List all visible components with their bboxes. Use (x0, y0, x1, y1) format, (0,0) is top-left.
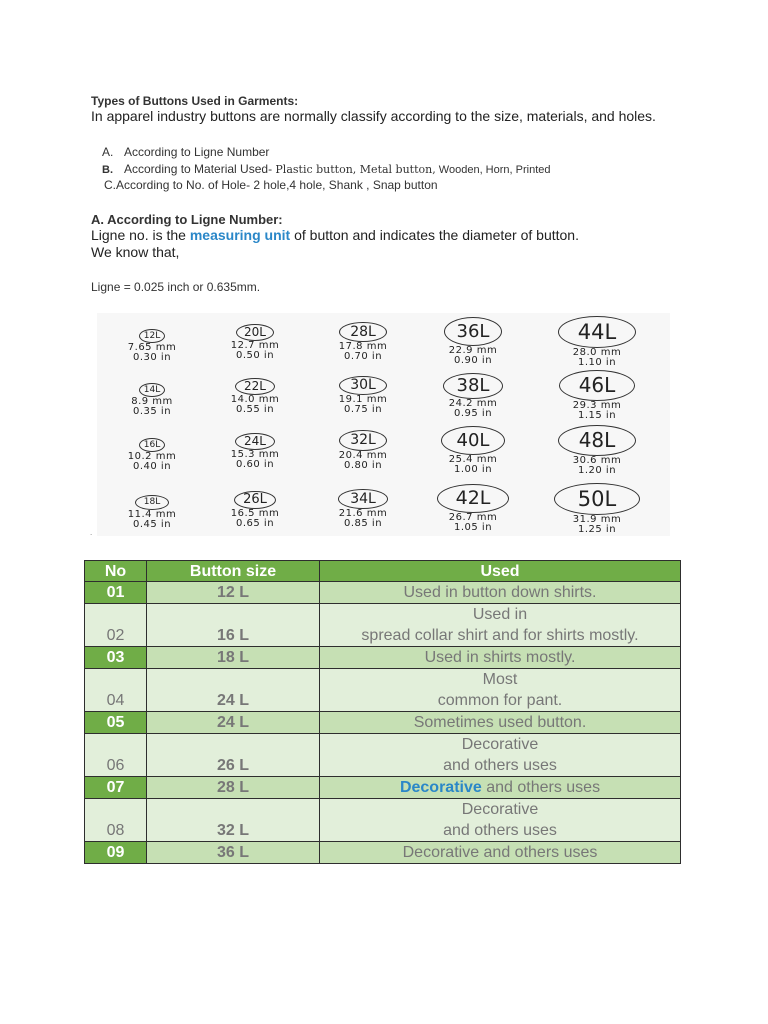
ligne-inch-value: 1.15 in (577, 410, 617, 421)
row-size: 16 L (147, 604, 320, 647)
ligne-mm-value: 19.1 mm (338, 394, 388, 405)
ligne-button-oval: 28L (339, 322, 387, 342)
ligne-mm-value: 31.9 mm (572, 514, 622, 525)
row-no: 01 (85, 582, 147, 604)
ligne-inch-value: 0.65 in (235, 518, 275, 529)
ligne-button-oval: 14L (139, 383, 165, 397)
ligne-inch-value: 1.25 in (577, 524, 617, 535)
ligne-text-prefix: Ligne no. is the (91, 227, 190, 243)
ligne-size-cell (418, 426, 528, 475)
ligne-size-cell (97, 379, 207, 417)
table-row (85, 777, 681, 799)
ligne-button-oval: 24L (235, 433, 275, 450)
ligne-mm-value: 26.7 mm (448, 512, 498, 523)
row-used (320, 669, 681, 712)
header-no: No (85, 561, 147, 582)
table-row (85, 712, 681, 734)
list-item-text: According to Material Used- (124, 162, 276, 176)
ligne-size-cell (418, 373, 528, 419)
ligne-size-chart (97, 313, 670, 536)
ligne-size-cell (418, 317, 528, 366)
row-used (320, 777, 681, 799)
table-row (85, 669, 681, 712)
ligne-mm-value: 10.2 mm (127, 451, 177, 462)
row-no: 08 (85, 799, 147, 842)
row-used-line: and others uses (443, 757, 557, 774)
row-used-rest: and others uses (481, 779, 601, 796)
ligne-size-cell (200, 377, 310, 415)
ligne-size-cell (308, 489, 418, 529)
list-item-a (102, 145, 269, 159)
ligne-inch-value: 1.00 in (453, 464, 493, 475)
ligne-button-oval: 34L (338, 489, 388, 509)
ligne-size-cell (200, 323, 310, 361)
row-used-line: common for pant. (437, 692, 563, 709)
ligne-button-oval: 50L (554, 483, 640, 515)
ligne-inch-value: 0.40 in (132, 461, 172, 472)
ligne-button-oval: 18L (135, 495, 169, 510)
ligne-button-oval: 20L (236, 324, 274, 341)
table-row (85, 734, 681, 777)
list-marker: A. (102, 145, 114, 159)
ligne-size-cell (97, 434, 207, 472)
ligne-inch-value: 1.05 in (453, 522, 493, 533)
ligne-size-cell (308, 430, 418, 471)
decorative-link[interactable]: Decorative (399, 779, 482, 796)
row-size: 24 L (147, 669, 320, 712)
ligne-mm-value: 30.6 mm (572, 455, 622, 466)
ligne-button-oval: 26L (234, 491, 276, 509)
header-used: Used (320, 561, 681, 582)
list-item-c: C.According to No. of Hole- 2 hole,4 hole, Shank , Snap button (104, 178, 438, 192)
ligne-inch-value: 0.90 in (453, 355, 493, 366)
ligne-inch-value: 1.20 in (577, 465, 617, 476)
section-heading: A. According to Ligne Number: (91, 212, 283, 227)
ligne-button-oval: 22L (235, 378, 275, 395)
ligne-size-cell (418, 484, 528, 533)
ligne-definition: Ligne = 0.025 inch or 0.635mm. (91, 280, 261, 294)
ligne-inch-value: 0.30 in (132, 352, 172, 363)
ligne-mm-value: 7.65 mm (127, 342, 177, 353)
ligne-button-oval: 48L (558, 425, 636, 456)
row-used: Sometimes used button. (320, 712, 681, 734)
table-row (85, 582, 681, 604)
ligne-inch-value: 0.60 in (235, 459, 275, 470)
row-no: 07 (85, 777, 147, 799)
row-no: 02 (85, 604, 147, 647)
ligne-text-suffix: of button and indicates the diameter of button. (290, 227, 579, 243)
ligne-size-cell (542, 370, 652, 421)
ligne-button-oval: 32L (339, 430, 387, 451)
row-size: 36 L (147, 842, 320, 864)
row-used-line: spread collar shirt and for shirts mostly. (361, 627, 639, 644)
row-no: 06 (85, 734, 147, 777)
row-used: Used in shirts mostly. (320, 647, 681, 669)
ligne-button-oval: 38L (443, 373, 503, 399)
ligne-mm-value: 17.8 mm (338, 341, 388, 352)
ligne-mm-value: 29.3 mm (572, 400, 622, 411)
ligne-mm-value: 11.4 mm (127, 509, 177, 520)
ligne-button-oval: 36L (444, 317, 502, 346)
ligne-inch-value: 0.55 in (235, 404, 275, 415)
ligne-mm-value: 16.5 mm (230, 508, 280, 519)
ligne-size-cell (308, 322, 418, 362)
ligne-inch-value: 0.45 in (132, 519, 172, 530)
ligne-button-oval: 44L (558, 316, 636, 348)
ligne-inch-value: 0.80 in (343, 460, 383, 471)
row-no: 04 (85, 669, 147, 712)
ligne-size-cell (542, 483, 652, 535)
ligne-inch-value: 1.10 in (577, 357, 617, 368)
ligne-mm-value: 28.0 mm (572, 347, 622, 358)
ligne-mm-value: 24.2 mm (448, 398, 498, 409)
measuring-unit-link[interactable]: measuring unit (189, 227, 291, 243)
ligne-mm-value: 12.7 mm (230, 340, 280, 351)
ligne-mm-value: 20.4 mm (338, 450, 388, 461)
row-used-line: Most (482, 671, 518, 688)
ligne-button-oval: 46L (559, 370, 635, 401)
list-marker: B. (102, 164, 113, 176)
stray-mark: . (90, 528, 93, 537)
ligne-size-cell (308, 376, 418, 415)
ligne-mm-value: 14.0 mm (230, 394, 280, 405)
ligne-inch-value: 0.75 in (343, 404, 383, 415)
ligne-inch-value: 0.95 in (453, 408, 493, 419)
table-row (85, 842, 681, 864)
ligne-size-cell (97, 491, 207, 530)
ligne-button-oval: 42L (437, 484, 509, 513)
row-used-line: and others uses (443, 822, 557, 839)
row-size: 28 L (147, 777, 320, 799)
row-size: 32 L (147, 799, 320, 842)
ligne-size-cell (200, 432, 310, 470)
table-row (85, 647, 681, 669)
row-used-line: Decorative (461, 736, 539, 753)
ligne-size-cell (200, 490, 310, 529)
ligne-inch-value: 0.85 in (343, 518, 383, 529)
ligne-mm-value: 22.9 mm (448, 345, 498, 356)
ligne-inch-value: 0.35 in (132, 406, 172, 417)
ligne-size-cell (542, 316, 652, 368)
ligne-inch-value: 0.70 in (343, 351, 383, 362)
ligne-inch-value: 0.50 in (235, 350, 275, 361)
ligne-button-oval: 12L (139, 329, 165, 343)
list-item-b (102, 162, 550, 176)
ligne-button-oval: 30L (339, 376, 387, 395)
row-size: 18 L (147, 647, 320, 669)
row-used (320, 604, 681, 647)
ligne-button-oval: 16L (139, 438, 165, 452)
list-item-text: According to Ligne Number (124, 145, 270, 159)
document-title: Types of Buttons Used in Garments: (91, 94, 299, 108)
row-used-line: Used in (472, 606, 528, 623)
row-size: 24 L (147, 712, 320, 734)
header-button-size: Button size (147, 561, 320, 582)
row-size: 12 L (147, 582, 320, 604)
row-size: 26 L (147, 734, 320, 777)
ligne-mm-value: 21.6 mm (338, 508, 388, 519)
list-item-suffix-text: Wooden, Horn, Printed (435, 164, 551, 176)
ligne-size-cell (97, 325, 207, 363)
ligne-mm-value: 15.3 mm (230, 449, 280, 460)
ligne-mm-value: 25.4 mm (448, 454, 498, 465)
ligne-explanation (91, 227, 579, 243)
row-no: 05 (85, 712, 147, 734)
intro-paragraph: In apparel industry buttons are normally classify according to the size, materials, and holes. (91, 108, 656, 124)
row-used-line: Decorative (461, 801, 539, 818)
button-size-table (84, 560, 681, 864)
row-no: 09 (85, 842, 147, 864)
row-used: Used in button down shirts. (320, 582, 681, 604)
ligne-button-oval: 40L (441, 426, 505, 455)
table-row (85, 604, 681, 647)
list-item-serif-text: Plastic button, Metal button, (275, 163, 436, 176)
row-used (320, 799, 681, 842)
row-used: Decorative and others uses (320, 842, 681, 864)
row-used (320, 734, 681, 777)
ligne-mm-value: 8.9 mm (131, 396, 173, 407)
row-no: 03 (85, 647, 147, 669)
ligne-size-cell (542, 425, 652, 476)
table-row (85, 799, 681, 842)
we-know-that-text: We know that, (91, 244, 180, 260)
